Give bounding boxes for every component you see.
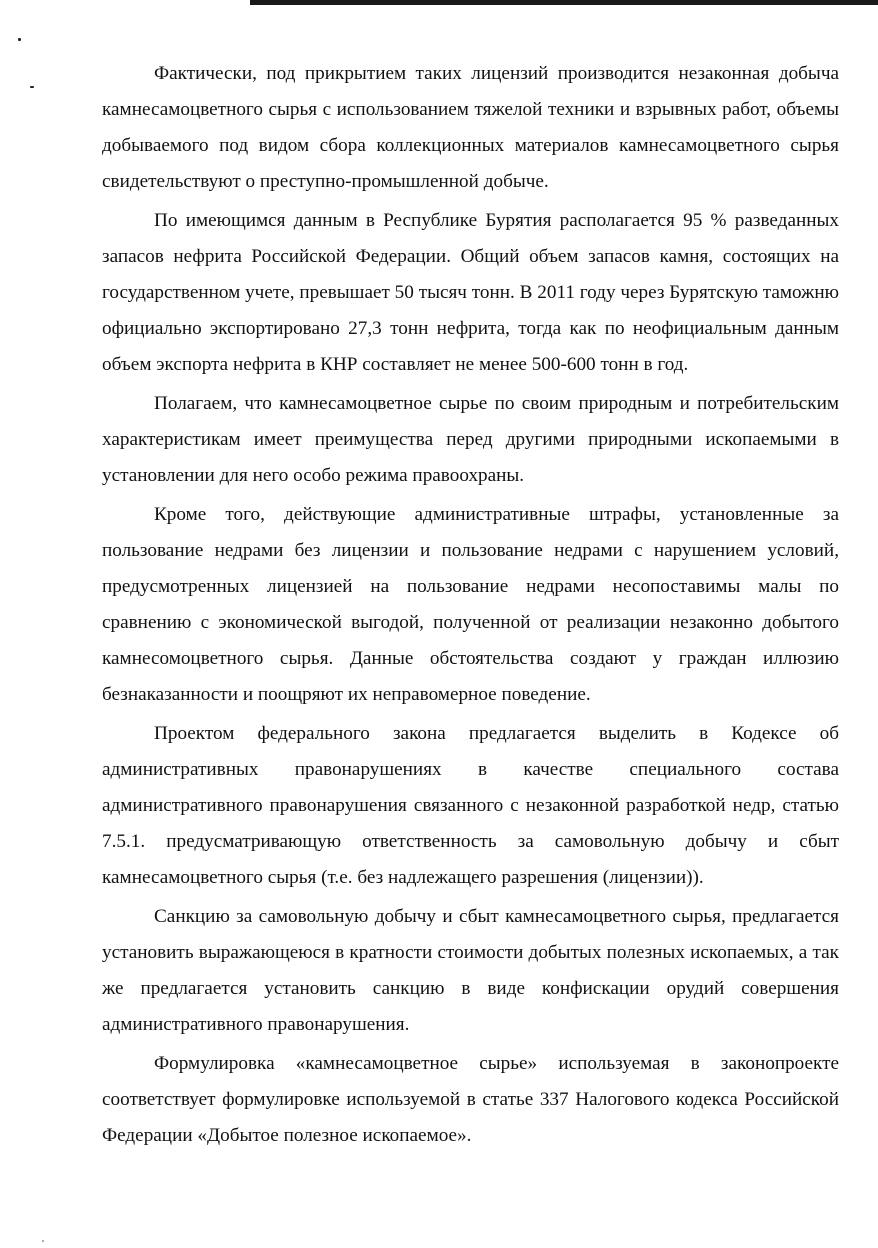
paragraph-illegal-mining: Фактически, под прикрытием таких лицензий производится незаконная добыча камнесамоцветного сырья с использованием тяжелой техники и взрывных работ, объемы добываемого под видом сбора коллекционных материалов камнесамоцветного сырья свидетельствуют о преступно-промышленной добыче.	[102, 63, 839, 192]
paragraph-fines: Кроме того, действующие административные штрафы, установленные за пользование недрами без лицензии и пользование недрами с нарушением условий, предусмотренных лицензией на пользование недрами несопоставимы малы по сравнению с экономической выгодой, полученной от реализации незаконно добытого камнесомоцветного сырья. Данные обстоятельства создают у граждан иллюзию безнаказанности и поощряют их неправомерное поведение.	[102, 504, 839, 705]
paragraph-draft-law: Проектом федерального закона предлагается выделить в Кодексе об административных правонарушениях в качестве специального состава административного правонарушения связанного с незаконной разработкой недр, статью 7.5.1. предусматривающую ответственность за самовольную добычу и сбыт камнесамоцветного сырья (т.е. без надлежащего разрешения (лицензии)).	[102, 723, 839, 888]
scan-speck	[42, 1240, 44, 1242]
paragraph-wording: Формулировка «камнесамоцветное сырье» используемая в законопроекте соответствует формулировке используемой в статье 337 Налогового кодекса Российской Федерации «Добытое полезное ископаемое».	[102, 1053, 839, 1146]
scan-edge-bar	[250, 0, 878, 5]
paragraph-sanction: Санкцию за самовольную добычу и сбыт камнесамоцветного сырья, предлагается установить выражающеюся в кратности стоимости добытых полезных ископаемых, а так же предлагается установить санкцию в виде конфискации орудий совершения административного правонарушения.	[102, 906, 839, 1035]
scan-speck	[18, 38, 21, 41]
paragraph-special-regime: Полагаем, что камнесамоцветное сырье по своим природным и потребительским характеристикам имеет преимущества перед другими природными ископаемыми в установлении для него особо режима правоохраны.	[102, 393, 839, 486]
document-page	[102, 56, 839, 1154]
scan-speck	[30, 86, 34, 88]
paragraph-nephrite-reserves: По имеющимся данным в Республике Бурятия располагается 95 % разведанных запасов нефрита Российской Федерации. Общий объем запасов камня, состоящих на государственном учете, превышает 50 тысяч тонн. В 2011 году через Бурятскую таможню официально экспортировано 27,3 тонн нефрита, тогда как по неофициальным данным объем экспорта нефрита в КНР составляет не менее 500-600 тонн в год.	[102, 210, 839, 375]
